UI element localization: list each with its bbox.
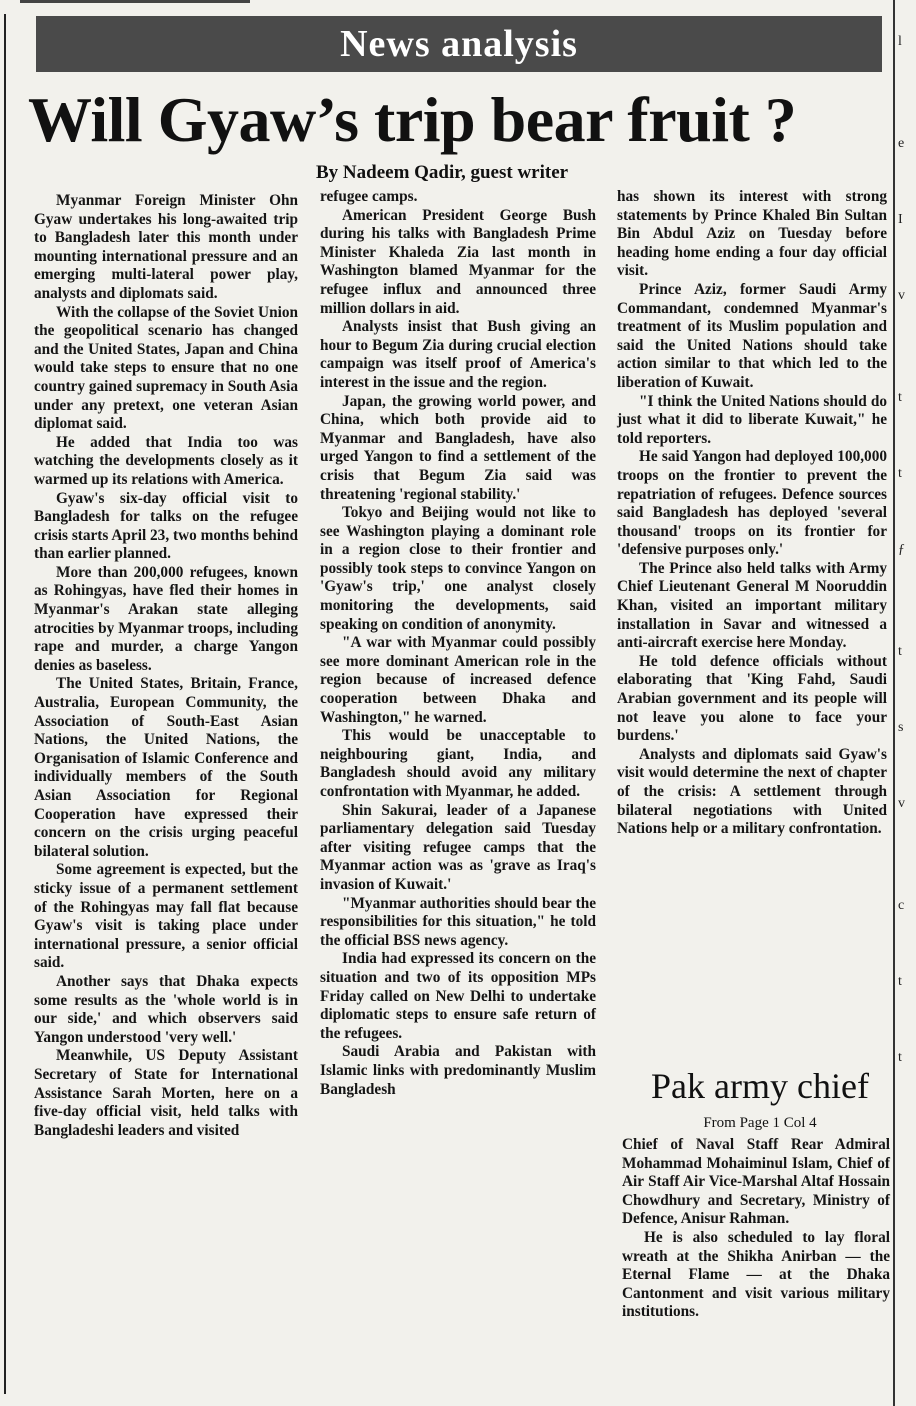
article-paragraph: He is also scheduled to lay floral wreath at the Shikha Anirban — the Eternal Flame — at the Dhaka Cantonment and visit various military institutions. xyxy=(622,1228,890,1321)
continuation-headline: Pak army chief xyxy=(651,1066,869,1106)
article-column-3 xyxy=(617,188,887,839)
article-headline: Will Gyaw’s trip bear fruit ? xyxy=(28,84,797,155)
margin-fragment: t xyxy=(898,390,902,405)
article-paragraph: "A war with Myanmar could possibly see more dominant American role in the region because of increased defence cooperation between Dhaka and Washington," he warned. xyxy=(320,634,596,726)
article-paragraph: Saudi Arabia and Pakistan with Islamic links with predominantly Muslim Bangladesh xyxy=(320,1043,596,1098)
article-paragraph: Analysts and diplomats said Gyaw's visit would determine the next of chapter of the crisis: A settlement through bilateral negotiations with United Nations help or a military confrontation. xyxy=(617,745,887,838)
article-paragraph: "Myanmar authorities should bear the responsibilities for this situation," he told the official BSS news agency. xyxy=(320,894,596,949)
margin-fragment: c xyxy=(898,898,905,913)
article-paragraph: He said Yangon had deployed 100,000 troops on the frontier to prevent the repatriation of refugees. Defence sources said Bangladesh has deployed 'several thousand' troops on its frontier for 'defensive purposes only.' xyxy=(617,448,887,559)
article-paragraph: Another says that Dhaka expects some results as the 'whole world is in our side,' and which observers said Yangon understood 'very well.' xyxy=(34,972,298,1046)
top-rule xyxy=(20,0,250,3)
margin-fragment: v xyxy=(898,288,905,303)
margin-fragment: t xyxy=(898,466,902,481)
article-paragraph: Myanmar Foreign Minister Ohn Gyaw undertakes his long-awaited trip to Bangladesh later this month under mounting international pressure and an emerging multi-lateral power play, analysts and diplomats said. xyxy=(34,192,298,302)
margin-fragment: t xyxy=(898,974,902,989)
article-paragraph: Shin Sakurai, leader of a Japanese parliamentary delegation said Tuesday after visiting refugee camps that the Myanmar action was as 'grave as Iraq's invasion of Kuwait.' xyxy=(320,801,596,893)
article-paragraph: Prince Aziz, former Saudi Army Commandant, condemned Myanmar's treatment of its Muslim population and said the United Nations should take action similar to that which led to the liberation of Kuwait. xyxy=(617,280,887,391)
continuation-lead: Chief of Naval Staff Rear Admiral Mohammad Mohaiminul Islam, Chief of Air Staff Air Vice-Marshal Altaf Hossain Chowdhury and Secretary, Ministry of Defence, Anisur Rahman. xyxy=(622,1136,890,1228)
article-byline: By Nadeem Qadir, guest writer xyxy=(316,162,569,183)
article-paragraph: Japan, the growing world power, and China, which both provide aid to Myanmar and Bangladesh, have also urged Yangon to find a settlement of the crisis that Begum Zia said was threatening 'regional stability.' xyxy=(320,392,596,503)
margin-fragment: ƒ xyxy=(898,542,905,557)
article-paragraph: More than 200,000 refugees, known as Rohingyas, have fled their homes in Myanmar's Arakan state alleging atrocities by Myanmar troops, including rape and murder, a charge Yangon denies as baseless. xyxy=(34,563,298,674)
adjacent-column-fragment xyxy=(898,30,916,1406)
article-paragraph: "I think the United Nations should do just what it did to liberate Kuwait," he told reporters. xyxy=(617,392,887,447)
margin-fragment: t xyxy=(898,644,902,659)
article-paragraph: Tokyo and Beijing would not like to see Washington playing a dominant role in a region close to their frontier and possibly took steps to convince Yangon on 'Gyaw's trip,' one analyst closely monitoring the developments, said speaking on condition of anonymity. xyxy=(320,504,596,633)
section-kicker: News analysis xyxy=(340,23,578,65)
article-column-1 xyxy=(34,192,298,1140)
article-paragraph: Gyaw's six-day official visit to Bangladesh for talks on the refugee crisis starts April 23, two months behind than earlier planned. xyxy=(34,489,298,563)
article-paragraph: Meanwhile, US Deputy Assistant Secretary of State for International Assistance Sarah Morten, here on a five-day official visit, held talks with Bangladeshi leaders and visited xyxy=(34,1047,298,1139)
margin-fragment: s xyxy=(898,720,904,735)
margin-fragment: e xyxy=(898,136,905,151)
left-column-rule xyxy=(4,14,6,1394)
article-paragraph: The United States, Britain, France, Australia, European Community, the Association of South-East Asian Nations, the United Nations, the Organisation of Islamic Conference and individually members of the South Asian Association for Regional Cooperation have expressed their concern on the crisis urging peaceful bilateral solution. xyxy=(34,675,298,860)
column-3-lead-fragment: has shown its interest with strong statements by Prince Khaled Bin Sultan Bin Abdul Aziz on Tuesday before heading home ending a four day official visit. xyxy=(617,188,887,280)
article-paragraph: India had expressed its concern on the situation and two of its opposition MPs Friday called on New Delhi to undertake diplomatic steps to ensure safe return of the refugees. xyxy=(320,950,596,1042)
article-paragraph: This would be unacceptable to neighbouring giant, India, and Bangladesh should avoid any military confrontation with Myanmar, he added. xyxy=(320,727,596,800)
margin-fragment: t xyxy=(898,1050,902,1065)
article-paragraph: American President George Bush during his talks with Bangladesh Prime Minister Khaleda Zia last month in Washington blamed Myanmar for the refugee influx and announced three million dollars in aid. xyxy=(320,206,596,317)
continuation-column xyxy=(622,1136,890,1322)
margin-fragment: v xyxy=(898,796,905,811)
margin-fragment: l xyxy=(898,34,902,49)
article-paragraph: The Prince also held talks with Army Chief Lieutenant General M Nooruddin Khan, visited an important military installation in Savar and witnessed a anti-aircraft exercise here Monday. xyxy=(617,559,887,652)
article-paragraph: Analysts insist that Bush giving an hour to Begum Zia during crucial election campaign was itself proof of America's interest in the issue and the region. xyxy=(320,318,596,391)
margin-fragment: I xyxy=(898,212,903,227)
continuation-jump-line: From Page 1 Col 4 xyxy=(703,1115,817,1131)
article-paragraph: With the collapse of the Soviet Union the geopolitical scenario has changed and the United States, Japan and China would take steps to ensure that no one country gained supremacy in South Asia under any pretext, one veteran Asian diplomat said. xyxy=(34,303,298,433)
article-column-2 xyxy=(320,188,596,1099)
article-paragraph: Some agreement is expected, but the sticky issue of a permanent settlement of the Rohingyas may fall flat because Gyaw's visit is taking place under international pressure, a senior official said. xyxy=(34,861,298,972)
section-kicker-banner xyxy=(36,16,882,72)
article-paragraph: He told defence officials without elaborating that 'King Fahd, Saudi Arabian government and its people will not leave you alone to face your burdens.' xyxy=(617,652,887,745)
article-paragraph: He added that India too was watching the developments closely as it warmed up its relations with America. xyxy=(34,433,298,488)
column-2-lead-fragment: refugee camps. xyxy=(320,188,418,205)
right-column-rule xyxy=(893,0,895,1406)
